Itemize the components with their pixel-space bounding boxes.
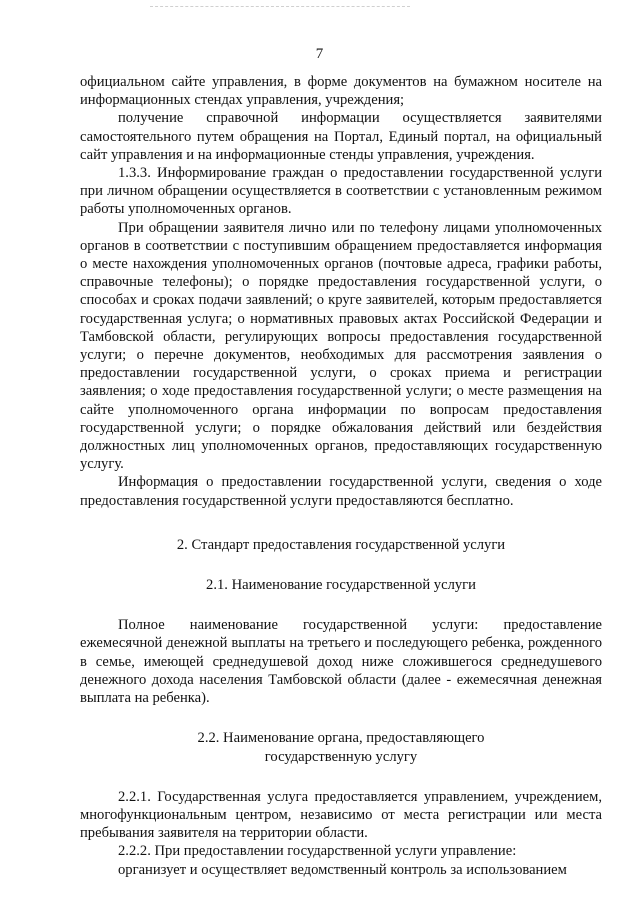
subsection-heading-2-1: 2.1. Наименование государственной услуги [206,577,476,594]
page-number: 7 [315,46,324,62]
paragraph-2-2-2: 2.2.2. При предоставлении государственной услуги управление: [118,843,517,860]
section-heading-2: 2. Стандарт предоставления государственной услуги [176,536,506,553]
scan-artifact-line [150,6,410,10]
paragraph-service-name: Полное наименование государственной услуги: предоставление ежемесячной денежной выплаты на третьего и последующего ребенка, рожденного в семье, имеющей среднедушевой доход ниже сложившегося среднедушевого денежного дохода населения Тамбовской области (далее - ежемесячная денежная выплата на ребенка). [80,617,602,707]
subsection-heading-2-2-line1: 2.2. Наименование органа, предоставляющего [197,730,485,747]
paragraph-reference-info: получение справочной информации осуществляется заявителями самостоятельного путем обращения на Портал, Единый портал, на официальный сайт управления и на информационные стенды управления, учреждения. [80,110,602,163]
paragraph-continuation: официальном сайте управления, в форме документов на бумажном носителе на информационных стендах управления, учреждения; [80,74,602,109]
paragraph-1-3-3: 1.3.3. Информирование граждан о предоставлении государственной услуги при личном обращении осуществляется в соответствии с установленным режимом работы уполномоченных органов. [80,165,602,218]
subsection-heading-2-2-line2: государственную услугу [264,748,418,765]
paragraph-free-info: Информация о предоставлении государственной услуги, сведения о ходе предоставления государственной услуги предоставляются бесплатно. [80,474,602,509]
paragraph-2-2-1: 2.2.1. Государственная услуга предоставляется управлением, учреждением, многофункциональным центром, независимо от места регистрации или места пребывания заявителя на территории области. [80,788,602,842]
document-body [80,73,602,879]
paragraph-personal-request: При обращении заявителя лично или по телефону лицами уполномоченных органов в соответствии с поступившим обращением предоставляется информация о месте нахождения уполномоченных органов (почтовые адреса, графики работы, справочные телефоны); о порядке предоставления государственной услуги, о способах и сроках подачи заявлений; о круге заявителей, которым предоставляется государственная услуга; о нормативных правовых актах Российской Федерации и Тамбовской области, регулирующих вопросы предоставления государственной услуги; о перечне документов, необходимых для рассмотрения заявления о предоставлении государственной услуги, о сроках приема и регистрации заявления; о ходе предоставления государственной услуги; о месте размещения на сайте уполномоченного органа информации по вопросам предоставления государственной услуги; о порядке обжалования действий или бездействия должностных лиц уполномоченных органов, предоставляющих государственную услугу. [80,219,602,473]
paragraph-organizes-control: организует и осуществляет ведомственный контроль за использованием [118,861,567,878]
